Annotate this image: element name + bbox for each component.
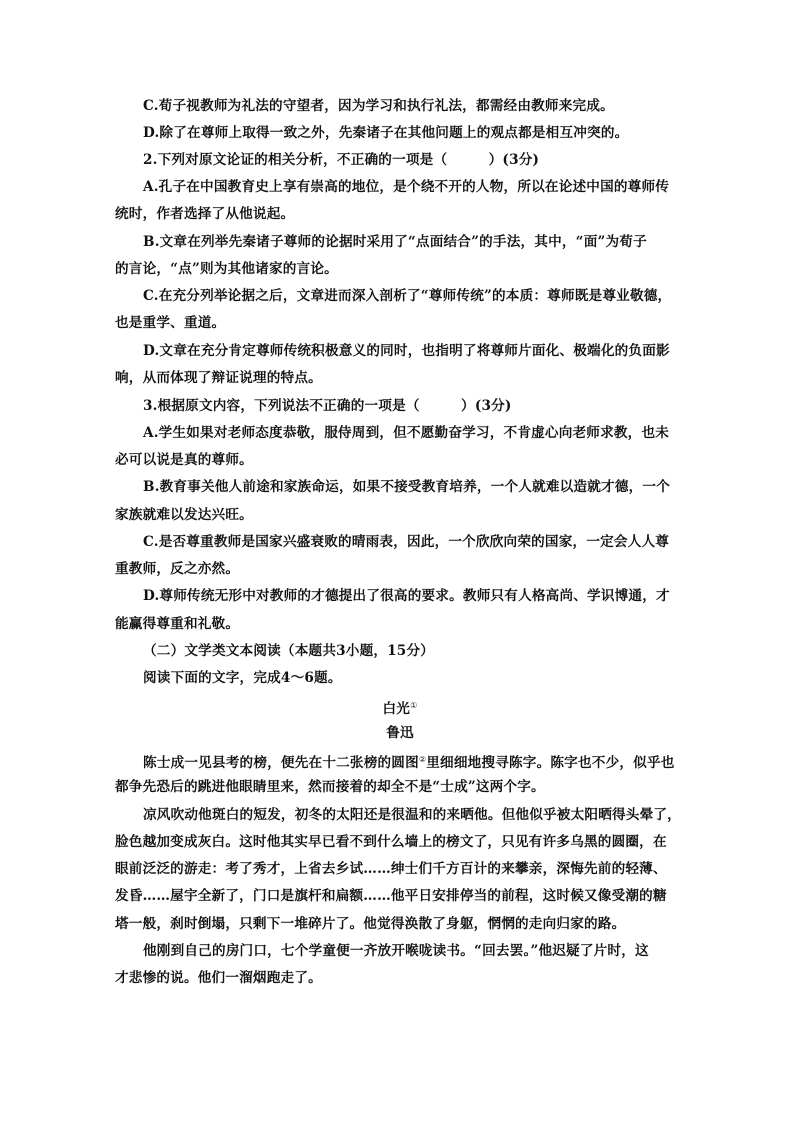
story-para2-line1: 凉风吹动他斑白的短发，初冬的太阳还是很温和的来晒他。但他似乎被太阳晒得头晕了， — [143, 807, 681, 823]
option-c-q2-line1: C.在充分列举论据之后，文章进而深入剖析了“尊师传统”的本质：尊师既是尊业敬德， — [143, 288, 672, 304]
story-text: 陈士成一见县考的榜，便先在十二张榜的圆图 — [143, 755, 419, 771]
story-para2-line2: 脸色越加变成灰白。这时他其实早已看不到什么墙上的榜文了，只见有许多乌黑的圆圈，在 — [115, 834, 667, 850]
story-para2-line4: 发昏……屋宇全新了，门口是旗杆和扁额……他平日安排停当的前程，这时候又像受潮的糖 — [115, 888, 667, 904]
option-b-q3-line2: 家族就难以发达兴旺。 — [115, 507, 253, 523]
option-c-q2-line2: 也是重学、重道。 — [115, 315, 226, 331]
title-footnote-marker: ① — [410, 701, 418, 710]
story-para3-line2: 才悲惨的说。他们一溜烟跑走了。 — [115, 970, 322, 986]
option-a-q3-line1: A.学生如果对老师态度恭敬，服侍周到，但不愿勤奋学习，不肯虚心向老师求教，也未 — [143, 425, 670, 441]
story-title-text: 白光 — [382, 701, 411, 717]
section-heading: （二）文学类文本阅读（本题共3小题，15分） — [143, 643, 435, 659]
option-d-q1: D.除了在尊师上取得一致之外，先秦诸子在其他问题上的观点都是相互冲突的。 — [143, 125, 629, 141]
option-a-q2-line2: 统时，作者选择了从他说起。 — [115, 206, 295, 222]
story-author: 鲁迅 — [386, 725, 414, 741]
question-3: 3.根据原文内容，下列说法不正确的一项是（ ）(3分) — [143, 398, 512, 414]
option-b-q2-line2: 的言论，“点”则为其他诸家的言论。 — [115, 261, 338, 277]
option-b-q3-line1: B.教育事关他人前途和家族命运，如果不接受教育培养，一个人就难以造就才德，一个 — [143, 479, 670, 495]
story-text: 里细细地搜寻陈字。陈字也不少，似乎也 — [426, 755, 675, 771]
option-b-q2-line1: B.文章在列举先秦诸子尊师的论据时采用了“点面结合”的手法，其中，“面”为荀子 — [143, 234, 647, 250]
question-2: 2.下列对原文论证的相关分析，不正确的一项是（ ）(3分) — [143, 152, 540, 168]
reading-instruction: 阅读下面的文字，完成4～6题。 — [143, 670, 342, 686]
option-c-q1: C.荀子视教师为礼法的守望者，因为学习和执行礼法，都需经由教师来完成。 — [143, 98, 614, 114]
option-d-q3-line2: 能赢得尊重和礼敬。 — [115, 616, 240, 632]
option-d-q3-line1: D.尊师传统无形中对教师的才德提出了很高的要求。教师只有人格高尚、学识博通，才 — [143, 588, 670, 604]
option-c-q3-line2: 重教师，反之亦然。 — [115, 561, 240, 577]
story-para1-line1 — [143, 750, 713, 773]
option-d-q2-line2: 响，从而体现了辩证说理的特点。 — [115, 370, 322, 386]
option-a-q3-line2: 必可以说是真的尊师。 — [115, 452, 253, 468]
footnote-marker: ② — [418, 755, 427, 764]
story-title — [115, 696, 685, 719]
option-d-q2-line1: D.文章在充分肯定尊师传统积极意义的同时，也指明了将尊师片面化、极端化的负面影 — [143, 343, 670, 359]
option-c-q3-line1: C.是否尊重教师是国家兴盛衰败的晴雨表，因此，一个欣欣向荣的国家，一定会人人尊 — [143, 534, 670, 550]
story-para2-line3: 眼前泛泛的游走：考了秀才，上省去乡试……绅士们千方百计的来攀亲，深悔先前的轻薄、 — [115, 861, 667, 877]
option-a-q2-line1: A.孔子在中国教育史上享有崇高的地位，是个绕不开的人物，所以在论述中国的尊师传 — [143, 179, 670, 195]
story-para3-line1: 他刚到自己的房门口，七个学童便一齐放开喉咙读书。“回去罢。”他迟疑了片时，这 — [143, 943, 649, 959]
story-para1-line2: 都争先恐后的跳进他眼睛里来，然而接着的却全不是“士成”这两个字。 — [115, 779, 545, 795]
story-para2-line5: 塔一般，刹时倒塌，只剩下一堆碎片了。他觉得涣散了身躯，惘惘的走向归家的路。 — [115, 916, 626, 932]
